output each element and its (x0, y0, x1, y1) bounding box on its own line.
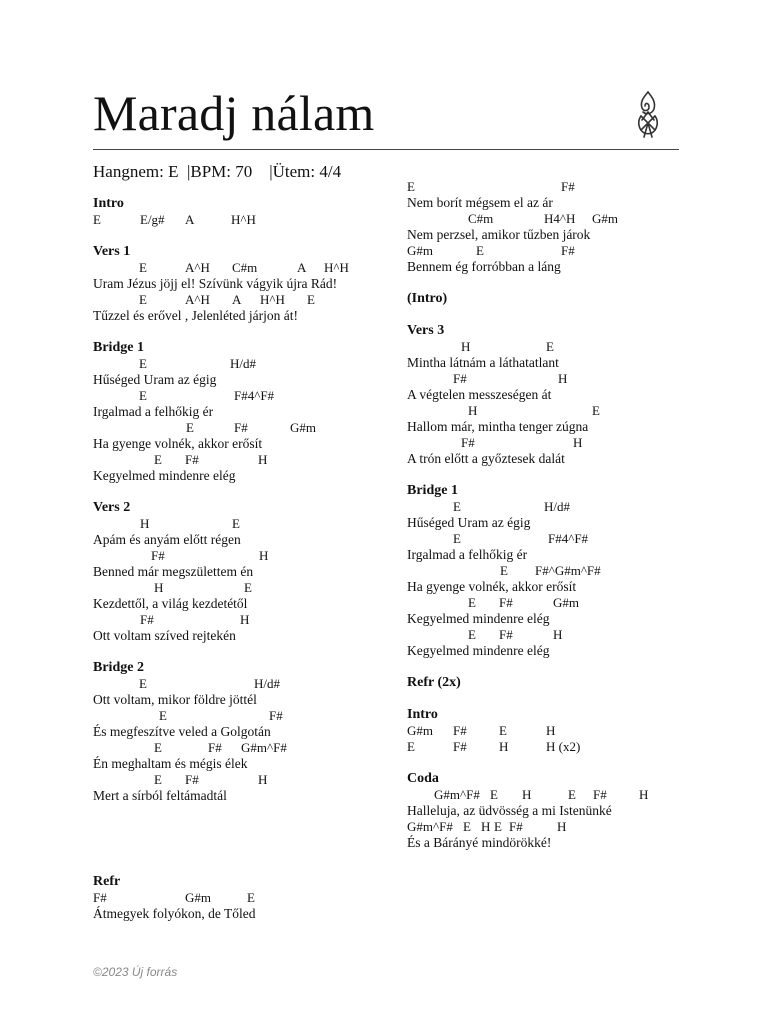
lyric-text: Ott voltam szíved rejtekén (93, 628, 236, 643)
section-bridge1-b (407, 483, 707, 659)
chord-line (93, 890, 393, 906)
copyright-footer: ©2023 Új forrás (93, 965, 178, 979)
chord-line (407, 531, 707, 547)
chord: F# (140, 612, 154, 627)
chord: E (159, 708, 167, 723)
lyric-text: Én meghaltam és mégis élek (93, 756, 248, 771)
lyric-line (407, 611, 707, 627)
chord-line (93, 708, 393, 724)
lyric-text: Ott voltam, mikor földre jöttél (93, 692, 257, 707)
section-title: Vers 1 (93, 244, 131, 259)
chord: F# (499, 627, 513, 642)
chord-line (407, 371, 707, 387)
chord: F# (151, 548, 165, 563)
chord: H4^H (544, 211, 576, 226)
chord: H (258, 452, 268, 467)
chord-line (93, 260, 393, 276)
lyric-text: Bennem ég forróbban a láng (407, 259, 561, 274)
chord: F# (234, 420, 248, 435)
lyric-text: Irgalmad a felhőkig ér (407, 547, 528, 562)
chord: H (546, 723, 556, 738)
chord: G#m (407, 243, 433, 258)
lyric-line (407, 227, 707, 243)
chord: F# (269, 708, 283, 723)
lyric-text: Halleluja, az üdvösség a mi Istenünké (407, 803, 612, 818)
chord: H/d# (254, 676, 280, 691)
lyric-text: Átmegyek folyókon, de Tőled (93, 906, 256, 921)
chord: E (568, 787, 576, 802)
chord-line (93, 740, 393, 756)
chord: H (140, 516, 150, 531)
chord: G#m^F# (407, 819, 453, 834)
chord: E (244, 580, 252, 595)
chord-line (407, 243, 707, 259)
chord: H (240, 612, 250, 627)
lyric-text: A trón előtt a győztesek dalát (407, 451, 565, 466)
chord: F# (93, 890, 107, 905)
lyric-text: Kegyelmed mindenre elég (93, 468, 236, 483)
chord: H (259, 548, 269, 563)
chord: F#4^F# (234, 388, 275, 403)
chord: A (297, 260, 307, 275)
chord: E (499, 723, 507, 738)
lyric-line (407, 515, 707, 531)
chord: F# (499, 595, 513, 610)
lyric-line (93, 436, 393, 452)
chord-line (93, 388, 393, 404)
lyric-line (407, 355, 707, 371)
lyric-line (407, 643, 707, 659)
chord-line (93, 548, 393, 564)
chord-line (93, 580, 393, 596)
lyric-text: Hűséged Uram az égig (93, 372, 217, 387)
section-refr-2x (407, 675, 707, 691)
chord-line (93, 516, 393, 532)
chord: H (154, 580, 164, 595)
chord: H (461, 339, 471, 354)
lyric-line (93, 906, 393, 922)
chord: E (453, 531, 461, 546)
chord-line (407, 339, 707, 355)
column-left (93, 196, 393, 820)
chord: G#m^F# (434, 787, 480, 802)
section-intro-end (407, 707, 707, 755)
section-title: Vers 3 (407, 323, 445, 338)
section-title: Refr (2x) (407, 675, 461, 690)
chord: E (139, 676, 147, 691)
chord: E (232, 516, 240, 531)
section-vers1 (93, 244, 393, 324)
chord: H/d# (544, 499, 570, 514)
chord-line (407, 739, 707, 755)
chord: E (186, 420, 194, 435)
chord: G#m (407, 723, 433, 738)
section-title: Bridge 1 (93, 340, 144, 355)
chord: F#4^F# (548, 531, 589, 546)
chord: E (468, 595, 476, 610)
lyric-line (93, 276, 393, 292)
lyric-line (93, 692, 393, 708)
chord: E (476, 243, 484, 258)
chord: E (154, 740, 162, 755)
chord-line (93, 612, 393, 628)
chord: F# (185, 772, 199, 787)
chord-line (407, 499, 707, 515)
lyric-text: És a Bárányé mindörökké! (407, 835, 552, 850)
chord: C#m (468, 211, 494, 226)
chord-line (407, 723, 707, 739)
chord: H (573, 435, 583, 450)
title-divider (93, 149, 679, 150)
section-refr-cont (407, 179, 707, 275)
lyric-text: Hallom már, mintha tenger zúgna (407, 419, 589, 434)
chord-line (407, 403, 707, 419)
section-vers2 (93, 500, 393, 644)
chord: F# (561, 179, 575, 194)
lyric-text: Tűzzel és erővel , Jelenléted járjon át! (93, 308, 299, 323)
chord: F# (453, 723, 467, 738)
chord: G#m (185, 890, 211, 905)
lyric-line (407, 835, 707, 851)
section-coda (407, 771, 707, 851)
lyric-line (407, 259, 707, 275)
chord: E (592, 403, 600, 418)
chord: E (546, 339, 554, 354)
song-title: Maradj nálam (93, 85, 375, 141)
lyric-text: Mert a sírból feltámadtál (93, 788, 227, 803)
lyric-text: Hűséged Uram az égig (407, 515, 531, 530)
chord: H (639, 787, 649, 802)
lyric-line (93, 308, 393, 324)
chord: E (307, 292, 315, 307)
lyric-text: Kegyelmed mindenre elég (407, 611, 550, 626)
chord: F# (509, 819, 523, 834)
chord: E (407, 179, 415, 194)
chord: H (522, 787, 532, 802)
lyric-text: Mintha látnám a láthatatlant (407, 355, 559, 370)
chord: E (407, 739, 415, 754)
chord: H^H (231, 212, 256, 227)
chord: G#m^F# (241, 740, 287, 755)
lyric-text: Uram Jézus jöjj el! Szívünk vágyik újra Rád! (93, 276, 338, 291)
section-refr (93, 874, 393, 922)
chord-line (93, 676, 393, 692)
chord-line (407, 819, 707, 835)
lyric-line (93, 756, 393, 772)
chord: F# (185, 452, 199, 467)
lyric-line (93, 404, 393, 420)
chord: F#^G#m^F# (535, 563, 601, 578)
chord: H (258, 772, 268, 787)
chord: F# (208, 740, 222, 755)
chord: H/d# (230, 356, 256, 371)
chord: F# (561, 243, 575, 258)
lyric-text: Nem borít mégsem el az ár (407, 195, 553, 210)
chord: E (463, 819, 471, 834)
chord: C#m (232, 260, 258, 275)
chord-line (407, 627, 707, 643)
chord: H (558, 371, 568, 386)
lyric-text: És megfeszítve veled a Golgotán (93, 724, 271, 739)
chord: F# (593, 787, 607, 802)
lyric-text: Apám és anyám előtt régen (93, 532, 241, 547)
chord: E (139, 356, 147, 371)
chord: E (93, 212, 101, 227)
lyric-line (407, 195, 707, 211)
lyric-text: Ha gyenge volnék, akkor erősít (407, 579, 577, 594)
flame-knot-logo-icon (634, 90, 662, 142)
lyric-line (93, 596, 393, 612)
chord: F# (461, 435, 475, 450)
chord: H^H (324, 260, 349, 275)
chord: H (481, 819, 491, 834)
section-title: Intro (407, 707, 438, 722)
chord: E (139, 292, 147, 307)
chord-line (93, 452, 393, 468)
chord: E (154, 452, 162, 467)
chord: G#m (290, 420, 316, 435)
chord: H^H (260, 292, 285, 307)
lyric-line (93, 628, 393, 644)
column-right (407, 179, 707, 867)
lyric-text: Irgalmad a felhőkig ér (93, 404, 214, 419)
chord-line (93, 420, 393, 436)
section-title: Coda (407, 771, 439, 786)
lyric-line (93, 788, 393, 804)
chord: F# (453, 371, 467, 386)
chord: A^H (185, 260, 210, 275)
lyric-line (93, 532, 393, 548)
lyric-line (407, 419, 707, 435)
chord-line (407, 787, 707, 803)
lyric-text: Kegyelmed mindenre elég (407, 643, 550, 658)
chord-line (407, 435, 707, 451)
section-title: (Intro) (407, 291, 448, 306)
section-title: Bridge 1 (407, 483, 458, 498)
chord-line (407, 595, 707, 611)
chord: G#m (592, 211, 618, 226)
chord: E/g# (140, 212, 165, 227)
song-meta: Hangnem: E |BPM: 70 |Ütem: 4/4 (93, 162, 342, 181)
section-intro (93, 196, 393, 228)
chord-line (93, 292, 393, 308)
chord-line (93, 772, 393, 788)
section-title: Bridge 2 (93, 660, 144, 675)
lyric-text: Benned már megszülettem én (93, 564, 254, 579)
lyric-text: A végtelen messzeségen át (407, 387, 552, 402)
chord: E (494, 819, 502, 834)
chord: E (490, 787, 498, 802)
lyric-line (93, 564, 393, 580)
chord: H (x2) (546, 739, 581, 754)
refrain-block (93, 874, 393, 938)
lyric-line (407, 579, 707, 595)
section-title: Intro (93, 196, 124, 211)
chord-line (93, 212, 393, 228)
chord: H (553, 627, 563, 642)
chord: F# (453, 739, 467, 754)
chord: H (468, 403, 478, 418)
chord: E (139, 388, 147, 403)
section-title: Vers 2 (93, 500, 131, 515)
section-bridge2 (93, 660, 393, 804)
chord: G#m (553, 595, 579, 610)
lyric-text: Ha gyenge volnék, akkor erősít (93, 436, 263, 451)
chord: E (154, 772, 162, 787)
section-bridge1 (93, 340, 393, 484)
lyric-line (407, 547, 707, 563)
chord-line (407, 563, 707, 579)
chord: E (468, 627, 476, 642)
chord: H (499, 739, 509, 754)
chord: E (500, 563, 508, 578)
section-intro-repeat (407, 291, 707, 307)
lyric-line (407, 451, 707, 467)
chord: E (139, 260, 147, 275)
lyric-line (93, 372, 393, 388)
chord-line (407, 179, 707, 195)
section-title: Refr (93, 874, 121, 889)
chord: E (247, 890, 255, 905)
lyric-line (93, 724, 393, 740)
chord-line (407, 211, 707, 227)
chord: A (185, 212, 195, 227)
lyric-line (407, 387, 707, 403)
chord-line (93, 356, 393, 372)
lyric-text: Kezdettől, a világ kezdetétől (93, 596, 248, 611)
lyric-line (407, 803, 707, 819)
chord: A^H (185, 292, 210, 307)
lyric-text: Nem perzsel, amikor tűzben járok (407, 227, 591, 242)
section-vers3 (407, 323, 707, 467)
chord: A (232, 292, 242, 307)
chord: E (453, 499, 461, 514)
chord: H (557, 819, 567, 834)
lyric-line (93, 468, 393, 484)
